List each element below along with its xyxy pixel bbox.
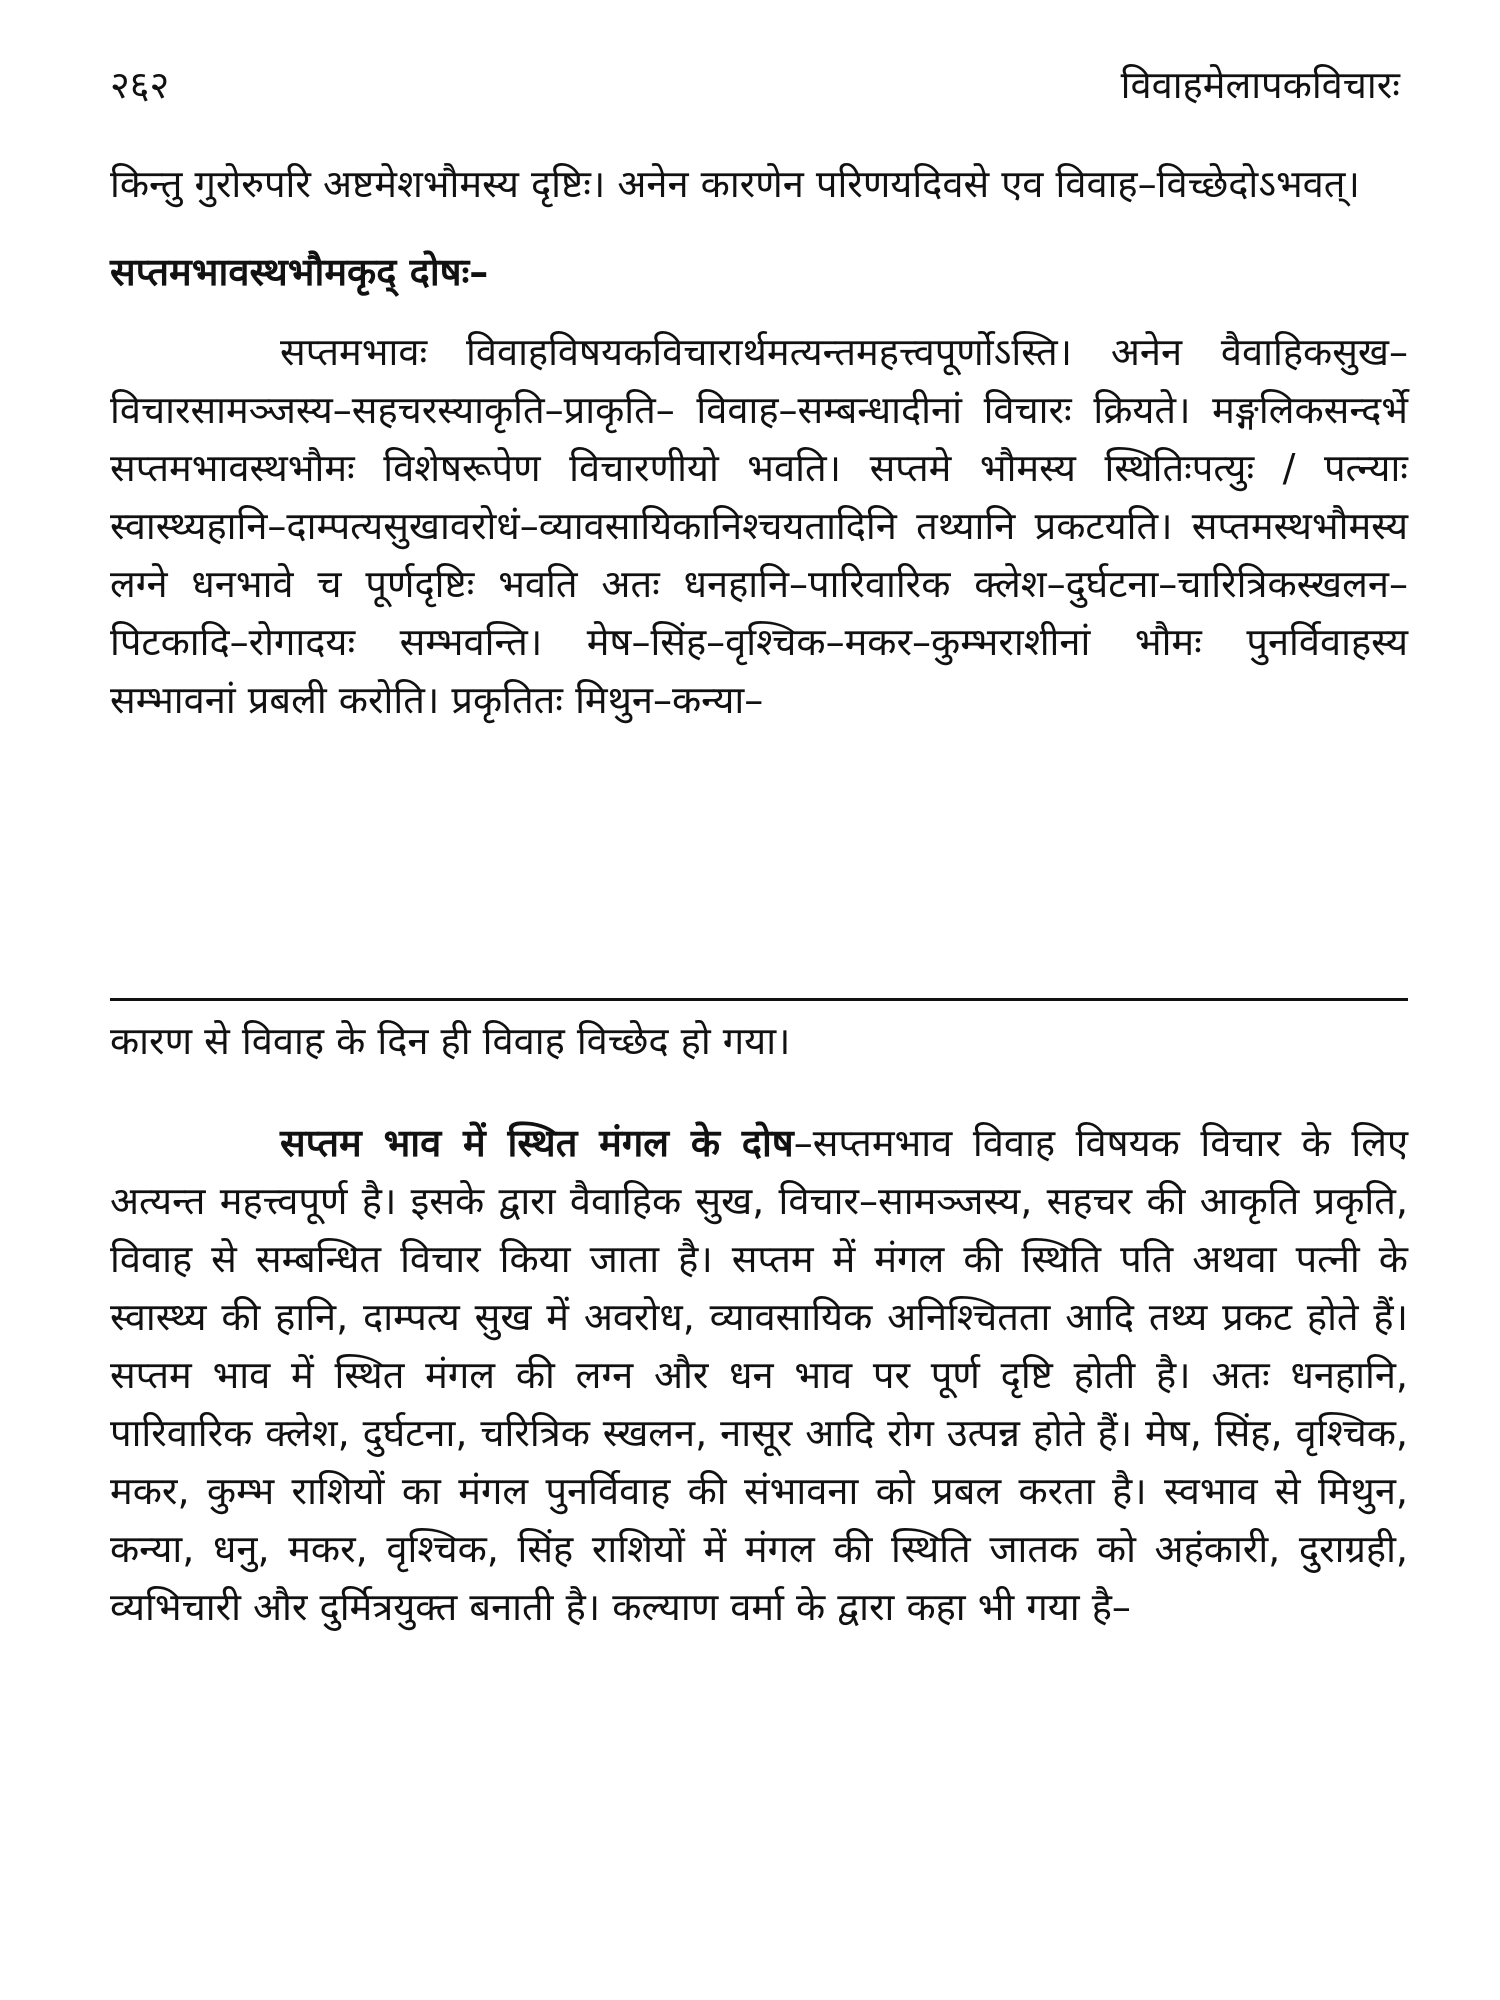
page-header [110,58,1400,118]
hindi-paragraph [110,1114,1408,1636]
hindi-paragraph-body: –सप्तमभाव विवाह विषयक विचार के लिए अत्यन्त महत्त्वपूर्ण है। इसके द्वारा वैवाहिक सुख, विचार–सामञ्जस्य, सहचर की आकृति प्रकृति, विवाह से सम्बन्धित विचार किया जाता है। सप्तम में मंगल की स्थिति पति अथवा पत्नी के स्वास्थ्य की हानि, दाम्पत्य सुख में अवरोध, व्यावसायिक अनिश्चितता आदि तथ्य प्रकट होते हैं। सप्तम भाव में स्थित मंगल की लग्न और धन भाव पर पूर्ण दृष्टि होती है। अतः धनहानि, पारिवारिक क्लेश, दुर्घटना, चरित्रिक स्खलन, नासूर आदि रोग उत्पन्न होते हैं। मेष, सिंह, वृश्चिक, मकर, कुम्भ राशियों का मंगल पुनर्विवाह की संभावना को प्रबल करता है। स्वभाव से मिथुन, कन्या, धनु, मकर, वृश्चिक, सिंह राशियों में मंगल की स्थिति जातक को अहंकारी, दुराग्रही, व्यभिचारी और दुर्मित्रयुक्त बनाती है। कल्याण वर्मा के द्वारा कहा भी गया है– [110,1121,1409,1629]
sanskrit-section [110,155,1408,729]
running-title: विवाहमेलापकविचारः [1120,63,1400,107]
sanskrit-continuation: किन्तु गुरोरुपरि अष्टमेशभौमस्य दृष्टिः। अनेन कारणेन परिणयदिवसे एव विवाह–विच्छेदोऽभवत्। [110,162,1360,206]
hindi-section [110,1012,1408,1636]
sanskrit-paragraph: सप्तमभावः विवाहविषयकविचारार्थमत्यन्तमहत्त्वपूर्णोऽस्ति। अनेन वैवाहिकसुख–विचारसामञ्जस्य–सहचरस्याकृति–प्राकृति– विवाह–सम्बन्धादीनां विचारः क्रियते। मङ्गलिकसन्दर्भे सप्तमभावस्थभौमः विशेषरूपेण विचारणीयो भवति। सप्तमे भौमस्य स्थितिःपत्युः / पत्न्याः स्वास्थ्यहानि–दाम्पत्यसुखावरोधं–व्यावसायिकानिश्चयतादिनि तथ्यानि प्रकटयति। सप्तमस्थभौमस्य लग्ने धनभावे च पूर्णदृष्टिः भवति अतः धनहानि–पारिवारिक क्लेश–दुर्घटना–चारित्रिकस्खलन–पिटकादि–रोगादयः सम्भवन्ति। मेष–सिंह–वृश्चिक–मकर–कुम्भराशीनां भौमः पुनर्विवाहस्य सम्भावनां प्रबली करोति। प्रकृतितः मिथुन–कन्या– [110,330,1408,722]
hindi-paragraph-lead: सप्तम भाव में स्थित मंगल के दोष [280,1121,794,1165]
sanskrit-heading: सप्तमभावस्थभौमकृद् दोषः– [110,250,489,294]
section-divider [110,998,1408,1001]
page-number: २६२ [110,63,170,107]
hindi-continuation: कारण से विवाह के दिन ही विवाह विच्छेद हो गया। [110,1019,791,1063]
